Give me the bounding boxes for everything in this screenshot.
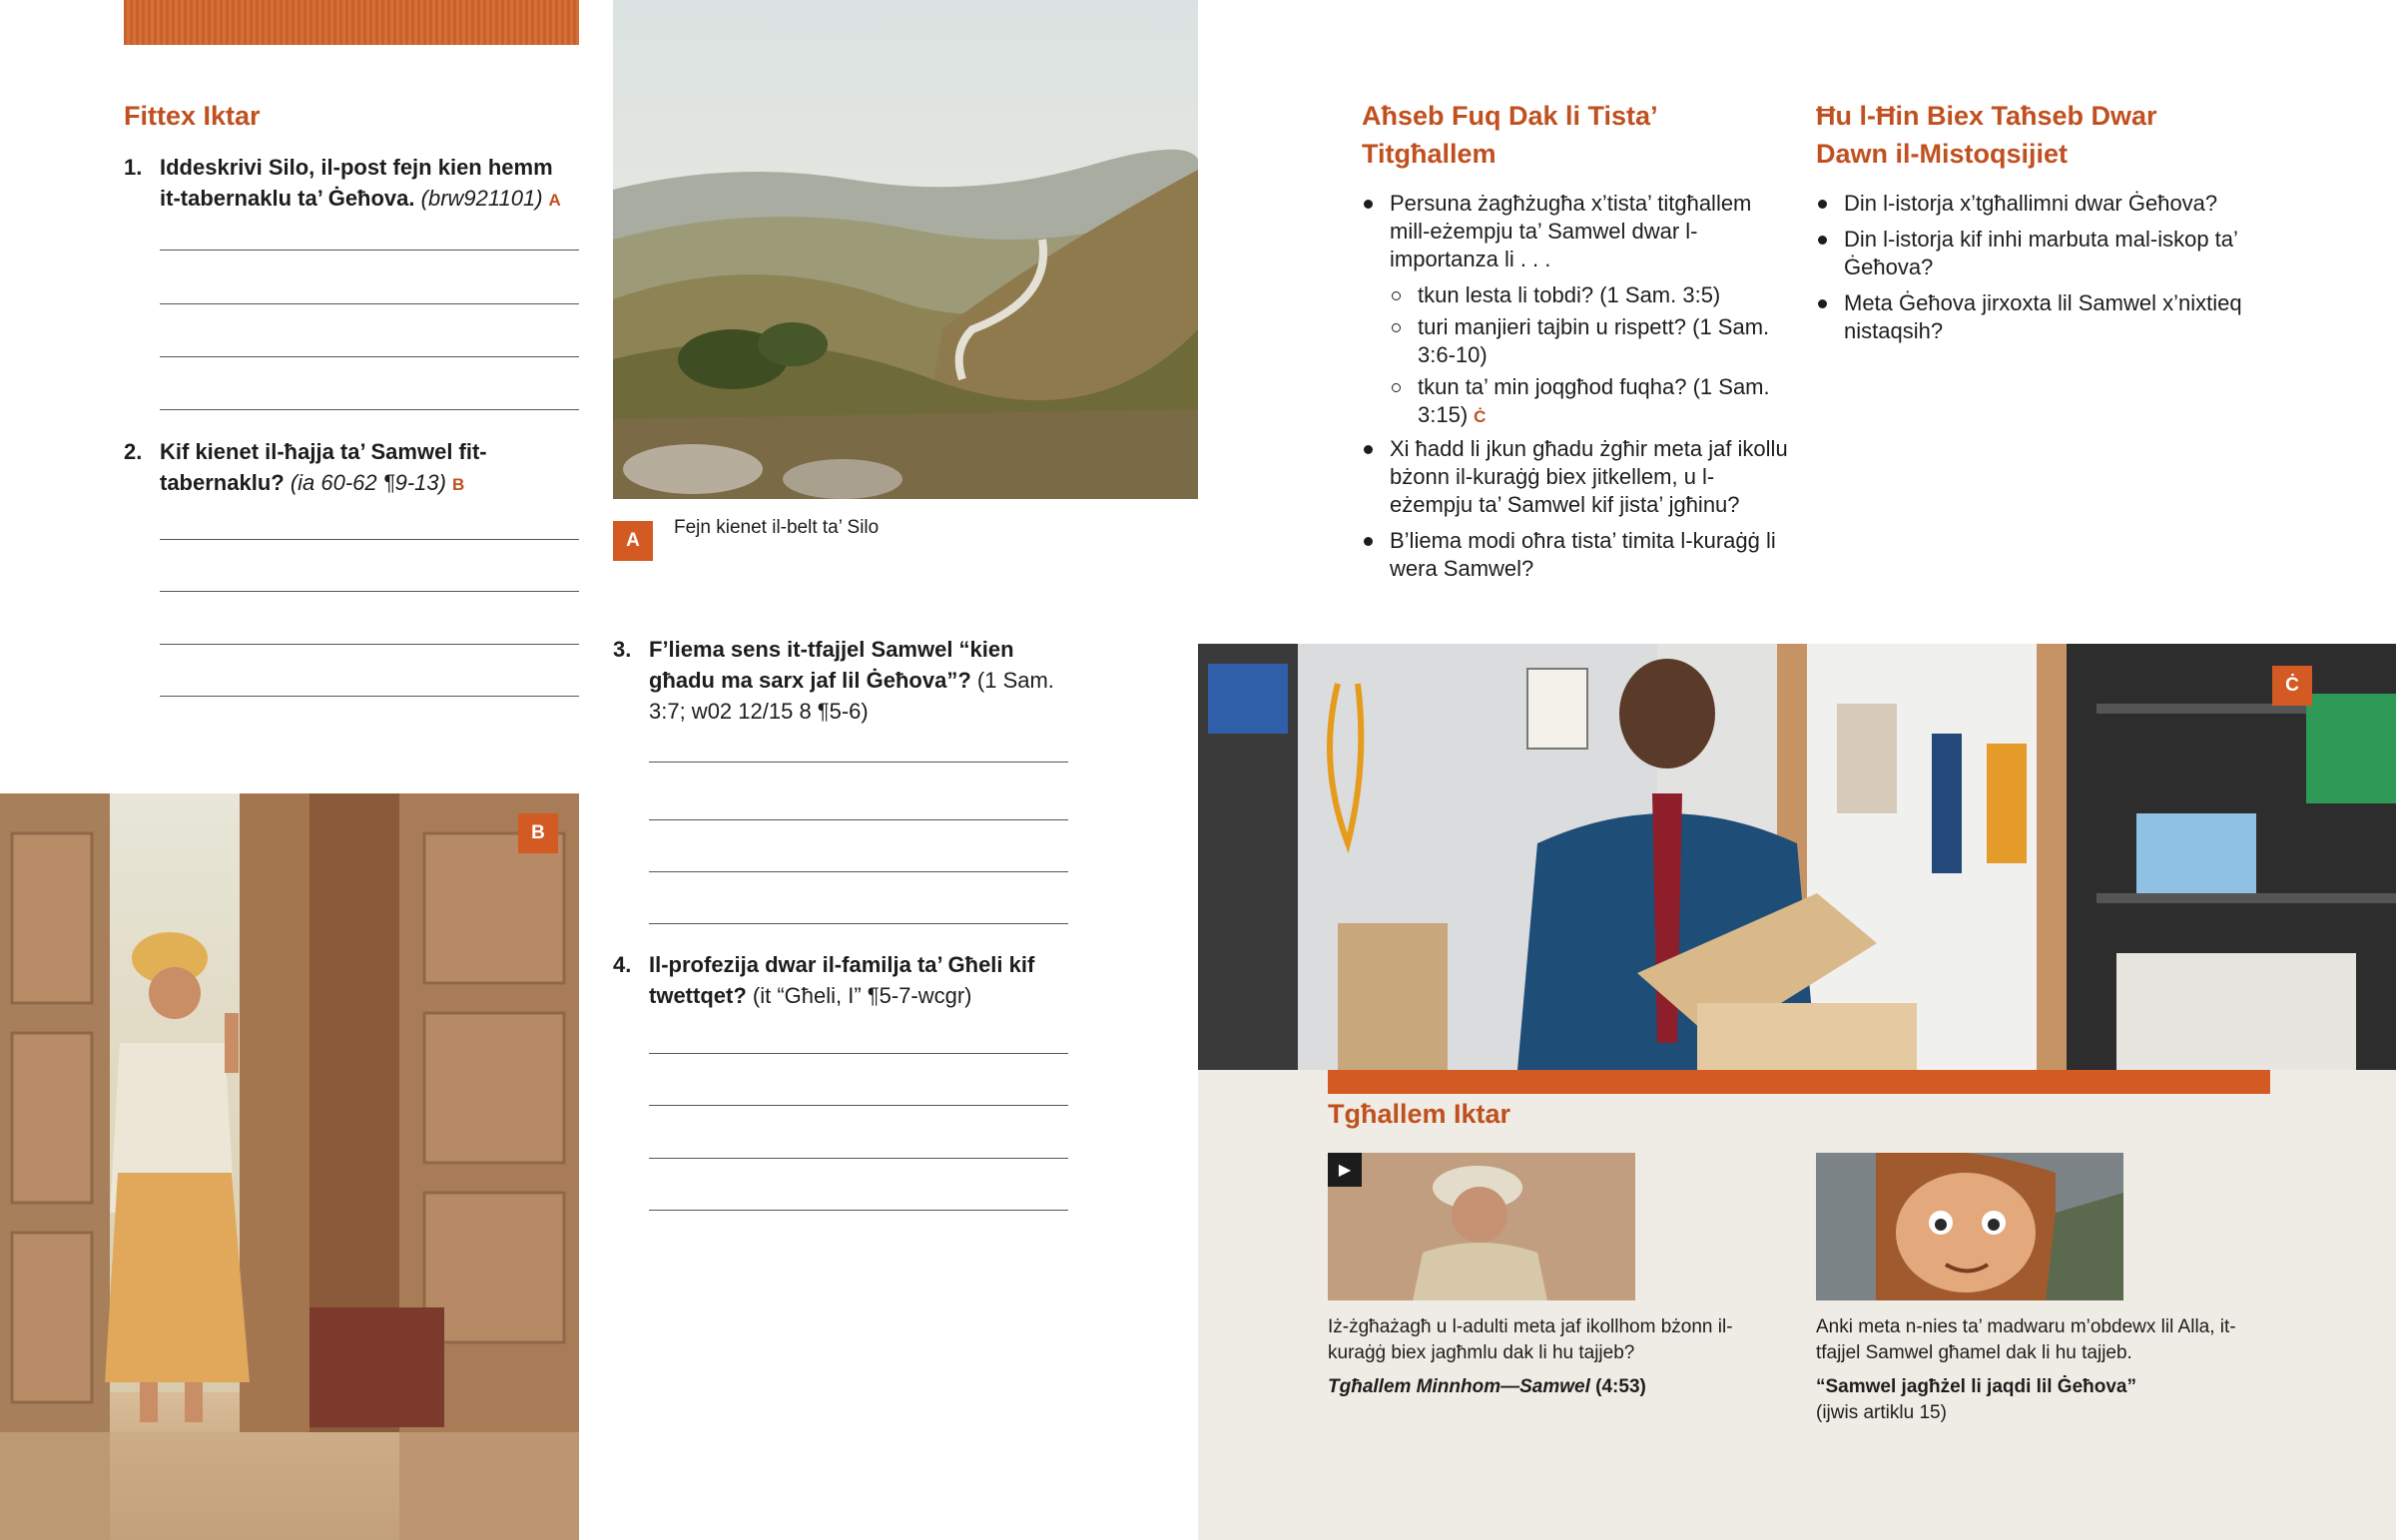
samuel-door-drawing: [0, 793, 579, 1540]
answer-line[interactable]: [160, 696, 579, 697]
photo-shiloh-landscape: [613, 0, 1198, 499]
article-thumbnail[interactable]: [1816, 1153, 2123, 1300]
play-icon[interactable]: ▶: [1328, 1153, 1362, 1187]
decor-strip: [124, 0, 579, 45]
video-thumbnail[interactable]: [1328, 1153, 1635, 1300]
question-3: 3. F’liema sens it-tfajjel Samwel “kien għadu ma sarx jaf lil Ġeħova”? (1 Sam. 3:7; w02 12/15 8 ¶5-6): [613, 637, 1054, 724]
ahseb-list: [1362, 190, 1791, 591]
answer-line[interactable]: [160, 250, 579, 251]
hu-bullet-1: Din l-istorja x’tgħallimni dwar Ġeħova?: [1816, 190, 2255, 218]
video-description: Iż-żgħażagħ u l-adulti meta jaf ikollhom bżonn il-kuraġġ biex jagħmlu dak li hu tajjeb? Tgħallem Minnhom—Samwel (4:53): [1328, 1316, 1733, 1397]
storeroom-drawing: [1198, 644, 2396, 1070]
answer-line[interactable]: [649, 1210, 1068, 1211]
tag-b: B: [451, 475, 465, 494]
video-thumb-drawing: [1328, 1153, 1635, 1300]
photo-storeroom: [1198, 644, 2396, 1070]
ahseb-heading: Aħseb Fuq Dak li Tista’ Titgħallem: [1362, 101, 1657, 169]
illustration-samuel-door: [0, 793, 579, 1540]
ahseb-bullet-3: B’liema modi oħra tista’ timita l-kuraġġ li wera Samwel?: [1362, 527, 1791, 583]
answer-line[interactable]: [160, 644, 579, 645]
hu-bullet-2: Din l-istorja kif inhi marbuta mal-iskop ta’ Ġeħova?: [1816, 226, 2255, 281]
badge-c: Ċ: [2272, 666, 2312, 706]
article-description: Anki meta n-nies ta’ madwaru m’obdewx lil Alla, it-tfajjel Samwel għamel dak li hu tajjeb. “Samwel jagħżel li jaqdi lil Ġeħova” (ijwis artiklu 15): [1816, 1316, 2236, 1423]
badge-a: A: [613, 521, 653, 561]
answer-line[interactable]: [649, 1105, 1068, 1106]
answer-line[interactable]: [649, 871, 1068, 872]
ahseb-sub-1: tkun lesta li tobdi? (1 Sam. 3:5): [1362, 281, 1791, 309]
tghallem-heading: Tgħallem Iktar: [1328, 1099, 1511, 1129]
ahseb-bullet-1: Persuna żagħżugħa x’tista’ titgħallem mill-eżempju ta’ Samwel dwar l-importanza li . . .: [1362, 190, 1791, 273]
ahseb-bullet-2: Xi ħadd li jkun għadu żgħir meta jaf ikollu bżonn il-kuraġġ biex jitkellem, u l-eżempju ta’ Samwel kif jista’ jgħinu?: [1362, 435, 1791, 519]
answer-line[interactable]: [649, 762, 1068, 763]
answer-line[interactable]: [160, 356, 579, 357]
hu-list: [1816, 190, 2255, 353]
answer-line[interactable]: [649, 1158, 1068, 1159]
video-title[interactable]: Tgħallem Minnhom—Samwel: [1328, 1376, 1590, 1397]
answer-line[interactable]: [649, 1053, 1068, 1054]
photo-a-caption: Fejn kienet il-belt ta’ Silo: [674, 517, 880, 538]
tag-a: A: [548, 191, 561, 210]
answer-line[interactable]: [160, 409, 579, 410]
answer-line[interactable]: [649, 819, 1068, 820]
question-4: 4. Il-profezija dwar il-familja ta’ Għeli kif twettqet? (it “Għeli, I” ¶5-7-wcgr): [613, 952, 1035, 1008]
question-1: 1. Iddeskrivi Silo, il-post fejn kien hemm it-tabernaklu ta’ Ġeħova. (brw921101) A: [124, 155, 561, 211]
answer-line[interactable]: [160, 303, 579, 304]
hu-bullet-3: Meta Ġeħova jirxoxta lil Samwel x’nixtieq nistaqsih?: [1816, 289, 2255, 345]
tag-c: Ċ: [1474, 407, 1487, 426]
ahseb-sub-2: turi manjieri tajbin u rispett? (1 Sam. 3:6-10): [1362, 313, 1791, 369]
article-title[interactable]: “Samwel jagħżel li jaqdi lil Ġeħova”: [1816, 1376, 2136, 1397]
article-thumb-drawing: [1816, 1153, 2123, 1300]
answer-line[interactable]: [160, 591, 579, 592]
landscape-drawing: [613, 0, 1198, 499]
orange-rule: [1328, 1070, 2270, 1094]
question-2: 2. Kif kienet il-ħajja ta’ Samwel fit-tabernaklu? (ia 60-62 ¶9-13) B: [124, 439, 487, 495]
answer-line[interactable]: [160, 539, 579, 540]
fittex-heading: Fittex Iktar: [124, 101, 261, 131]
badge-b: B: [518, 813, 558, 853]
hu-heading: Ħu l-Ħin Biex Taħseb Dwar Dawn il-Mistoqsijiet: [1816, 101, 2157, 169]
ahseb-sub-3: tkun ta’ min joqgħod fuqha? (1 Sam. 3:15) Ċ: [1362, 373, 1791, 431]
answer-line[interactable]: [649, 923, 1068, 924]
